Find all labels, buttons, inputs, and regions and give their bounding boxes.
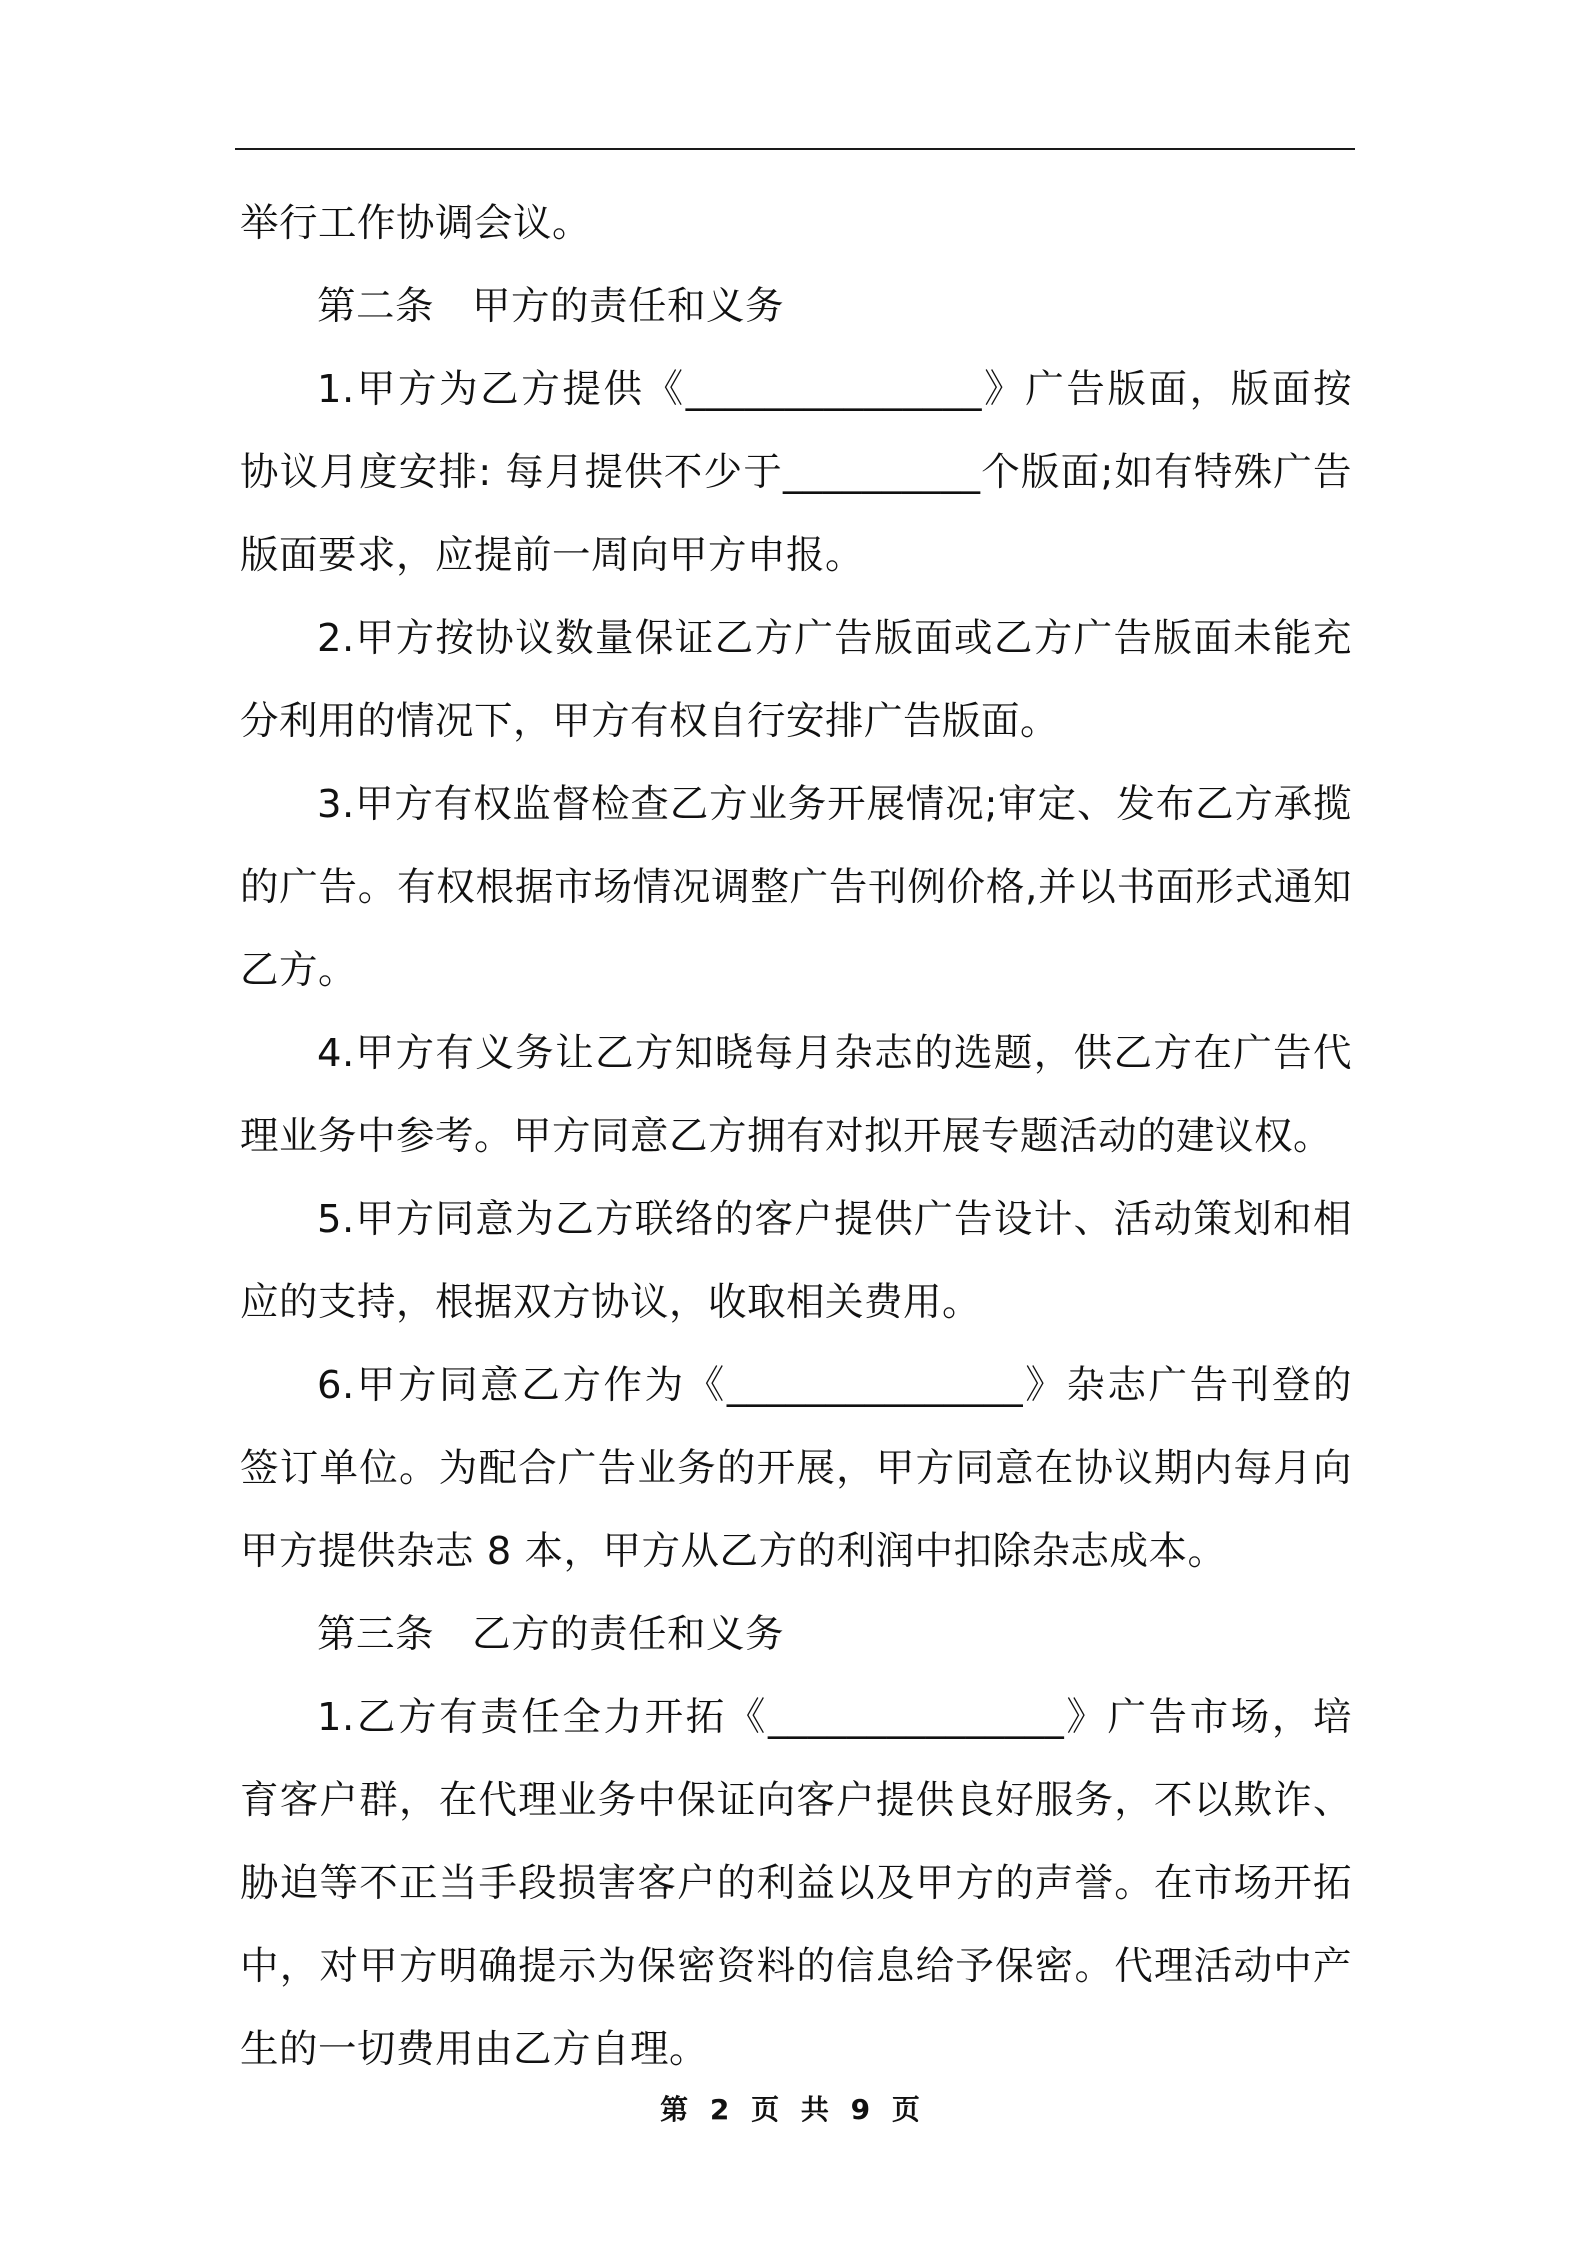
clause-paragraph: 4.甲方有义务让乙方知晓每月杂志的选题，供乙方在广告代理业务中参考。甲方同意乙方拥有对拟开展专题活动的建议权。 — [240, 1031, 1352, 1159]
header-rule — [235, 148, 1355, 150]
document-body — [240, 182, 1352, 2091]
clause-paragraph: 2.甲方按协议数量保证乙方广告版面或乙方广告版面未能充分利用的情况下，甲方有权自行安排广告版面。 — [240, 616, 1352, 744]
article-number: 第二条 — [317, 284, 435, 329]
clause-paragraph: 1.乙方有责任全力开拓《_______________》广告市场，培育客户群，在代理业务中保证向客户提供良好服务，不以欺诈、胁迫等不正当手段损害客户的利益以及甲方的声誉。在市场开拓中，对甲方明确提示为保密资料的信息给予保密。代理活动中产生的一切费用由乙方自理。 — [240, 1695, 1352, 2072]
clause-paragraph: 1.甲方为乙方提供《_______________》广告版面，版面按协议月度安排: 每月提供不少于__________个版面;如有特殊广告版面要求，应提前一周向甲方申报。 — [240, 367, 1352, 578]
clause-paragraph: 5.甲方同意为乙方联络的客户提供广告设计、活动策划和相应的支持，根据双方协议，收取相关费用。 — [240, 1197, 1352, 1325]
article-heading-3 — [240, 1593, 1352, 1676]
article-title: 甲方的责任和义务 — [472, 284, 785, 329]
clause-paragraph: 6.甲方同意乙方作为《_______________》杂志广告刊登的签订单位。为配合广告业务的开展，甲方同意在协议期内每月向甲方提供杂志 8 本，甲方从乙方的利润中扣除杂志成本。 — [240, 1363, 1352, 1574]
page-number-footer: 第 2 页 共 9 页 — [660, 2093, 926, 2126]
article-heading-2 — [240, 265, 1352, 348]
paragraph-continuation: 举行工作协调会议。 — [240, 201, 592, 246]
article-title: 乙方的责任和义务 — [472, 1612, 785, 1657]
article-number: 第三条 — [317, 1612, 435, 1657]
clause-paragraph: 3.甲方有权监督检查乙方业务开展情况;审定、发布乙方承揽的广告。有权根据市场情况调整广告刊例价格,并以书面形式通知乙方。 — [240, 782, 1352, 993]
